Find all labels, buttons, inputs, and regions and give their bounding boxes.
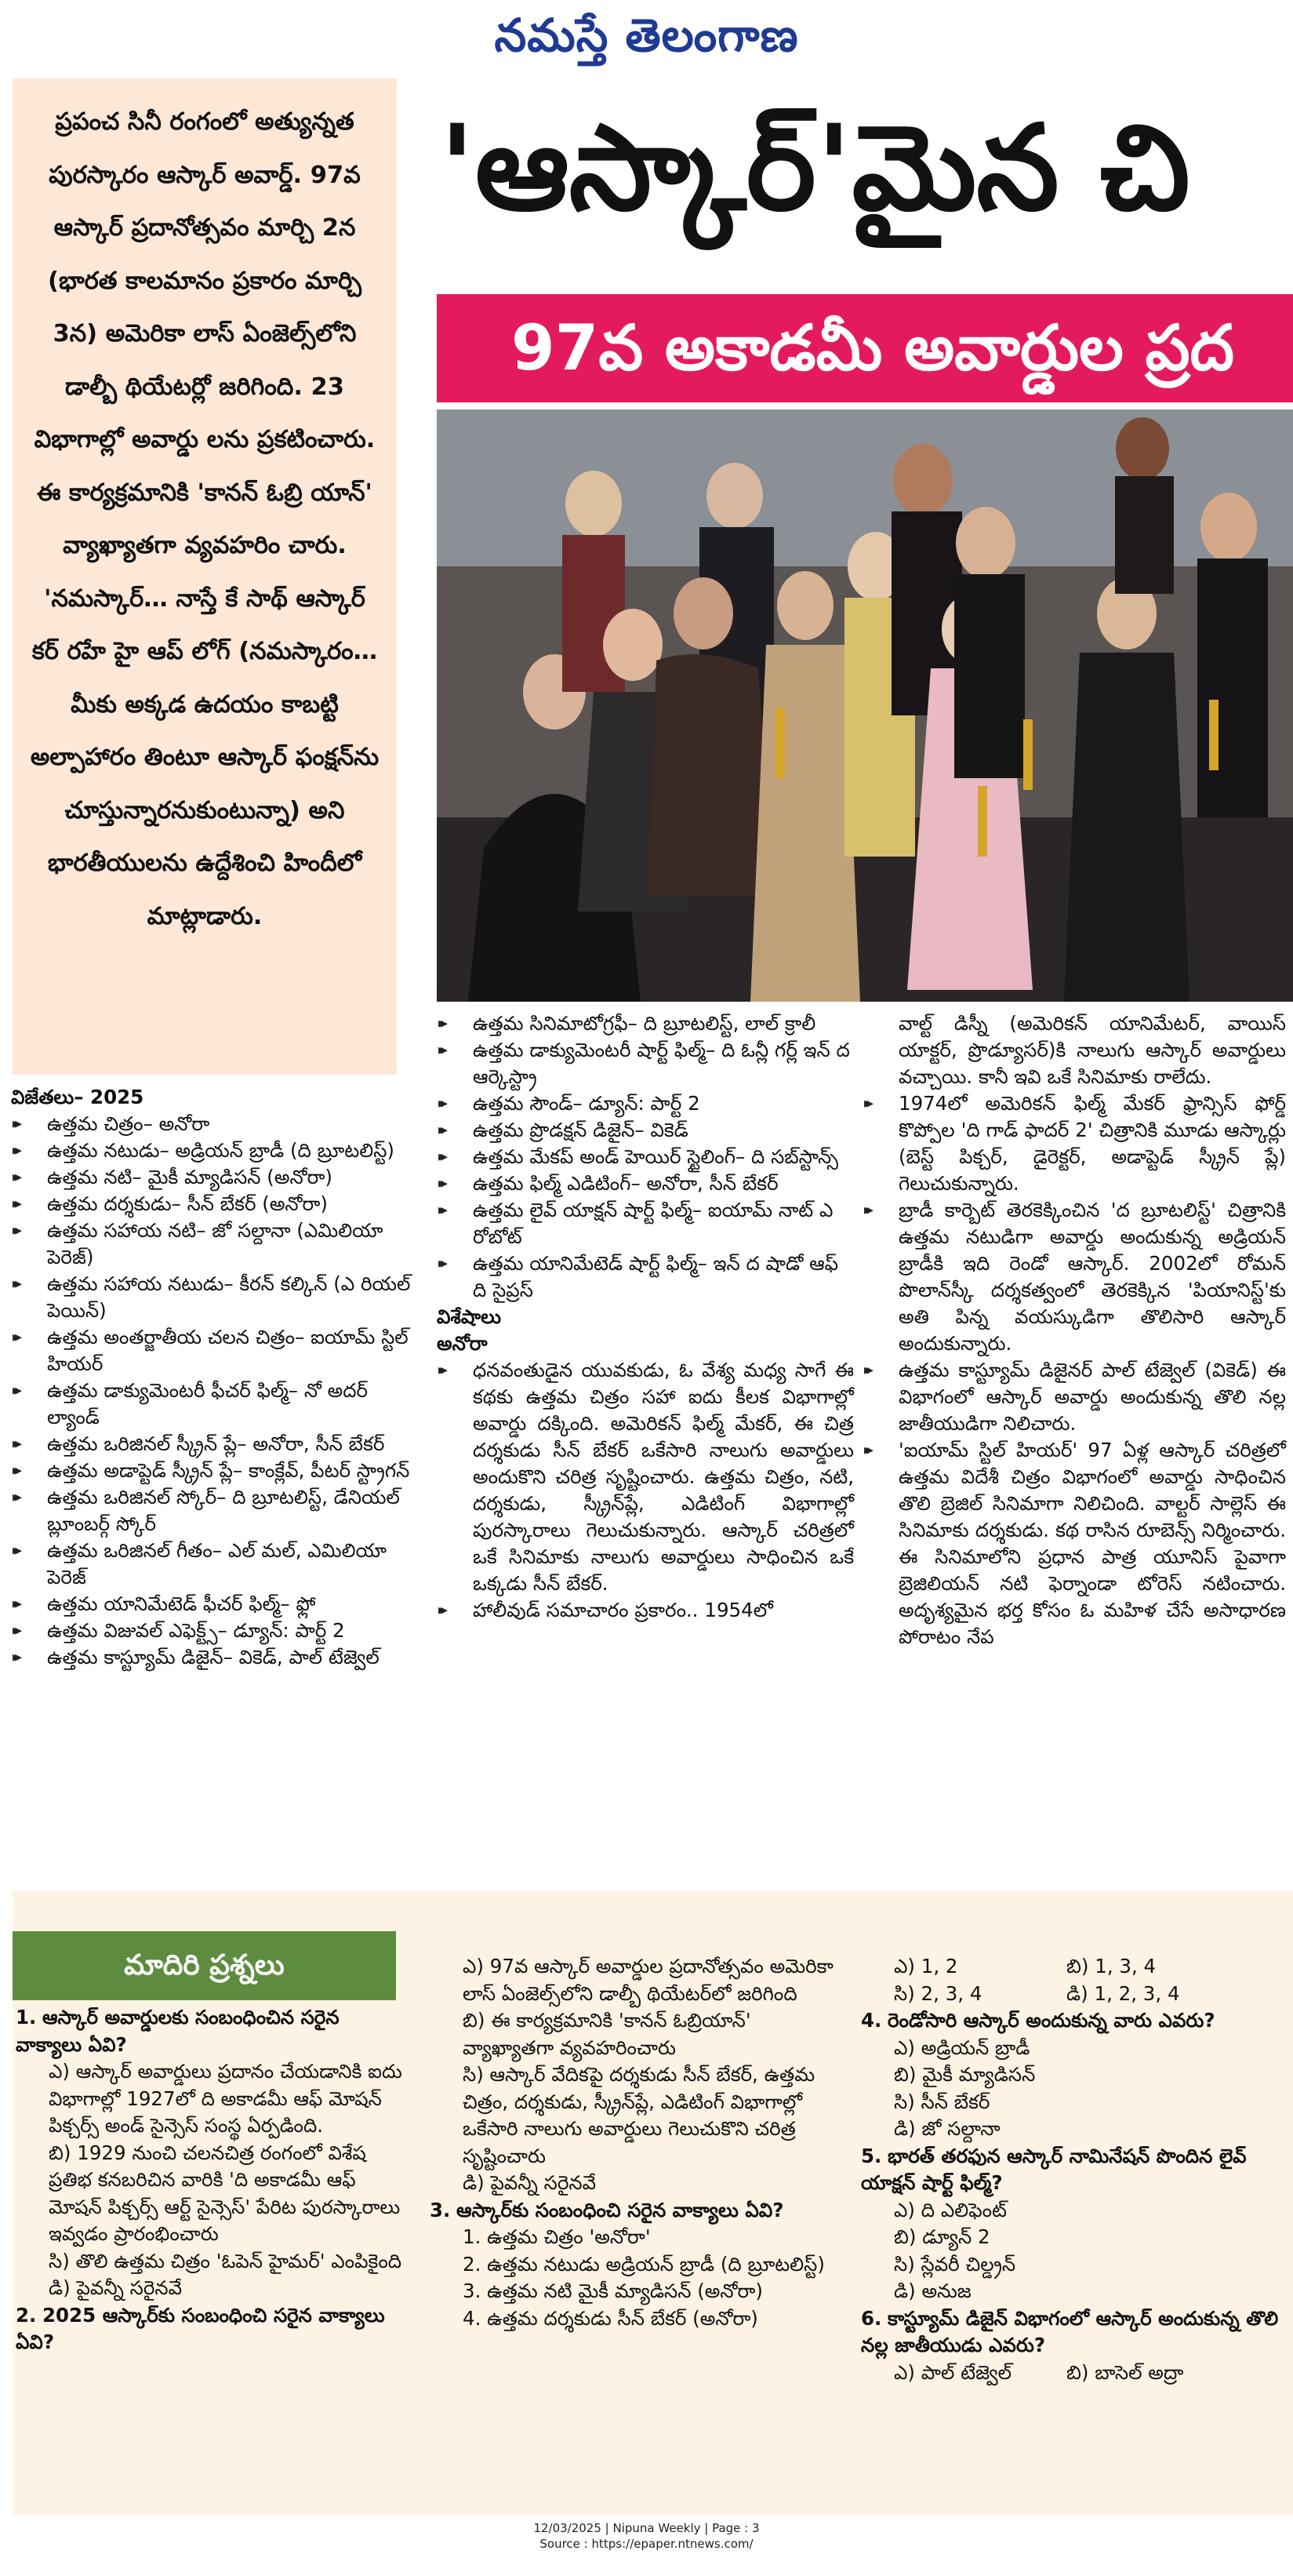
option: బి) 1929 నుంచి చలనచిత్ర రంగంలో విశేష ప్రతిభ కనబరిచిన వారికి 'ది అకాడమీ ఆఫ్ మోషన్ పిక్చర్స్ ఆర్ట్ సైన్సెస్' పేరిట పురస్కారాలు ఇవ్వడం ప్రారంభించారు — [49, 2141, 401, 2245]
answer-row — [861, 1953, 1284, 1981]
list-item: ▸▸ ఉత్తమ యానిమేటెడ్ ఫీచర్ ఫిల్మ్– ఫ్లో — [11, 1591, 423, 1617]
question-number: 4. — [861, 2009, 882, 2032]
list-item: ▸▸ ఉత్తమ అంతర్జాతీయ చలన చిత్రం– ఐయామ్ స్టిల్ హియర్ — [11, 1324, 423, 1377]
list-item: ▸▸ ఉత్తమ డాక్యుమెంటరీ షార్ట్ ఫిల్మ్– ది ఓన్లీ గర్ల్ ఇన్ ద ఆర్కెస్ట్రా — [437, 1037, 854, 1090]
quiz-column-1 — [16, 2004, 408, 2356]
winners-heading: విజేతలు– 2025 — [11, 1086, 144, 1108]
option: డి) పైవన్నీ సరైనవే — [463, 2171, 597, 2194]
question-number: 1. — [16, 2006, 37, 2028]
page-footer — [0, 2520, 1293, 2552]
option: ఎ) 97వ ఆస్కార్ అవార్డుల ప్రదానోత్సవం అమెరికా లాస్ ఏంజెల్స్‌లోని డాల్బీ థియేటర్‌లో జరిగింది — [463, 1955, 834, 2005]
option: డి) పైవన్నీ సరైనవే — [49, 2276, 183, 2299]
list-item: ▸▸ ఉత్తమ అడాప్టెడ్ స్క్రీన్ ప్లే– కాంక్లేవ్, పీటర్ స్ట్రాగన్ — [11, 1457, 423, 1484]
option: సి) సీన్ బేకర్ — [894, 2090, 990, 2113]
list-item: ▸▸ ఉత్తమ సహాయ నటుడు– కీరన్ కల్కిన్ (ఎ రియల్ పెయిన్) — [11, 1271, 423, 1324]
question-number: 3. — [430, 2198, 451, 2221]
trivia-lead: వాల్ట్ డిస్నీ (అమెరికన్ యానిమేటర్, వాయిస్ యాక్టర్, ప్రొడ్యూసర్)కి నాలుగు ఆస్కార్ అవార్డులు వచ్చాయి. కానీ ఇవి ఒకే సినిమాకు రాలేదు. — [899, 1012, 1286, 1088]
option: సి) స్లేవరీ చిల్డ్రన్ — [894, 2252, 1016, 2276]
option: ఎ) పాల్ టేజ్వెల్ — [894, 2360, 1012, 2384]
winners-column — [11, 1084, 423, 1671]
special-subheading: అనోరా — [437, 1332, 488, 1355]
option: సి) 2, 3, 4 — [894, 1981, 982, 2005]
list-item: ▸▸ 1974లో అమెరికన్ ఫిల్మ్ మేకర్ ఫ్రాన్సిస్ ఫోర్డ్ కొప్పోల 'ది గాడ్ ఫాదర్ 2' చిత్రానికి మూడు ఆస్కార్లు (బెస్ట్ పిక్చర్, డైరెక్టర్, అడాప్టెడ్ స్క్రీన్ ప్లే) గెలుచుకున్నారు. — [863, 1090, 1286, 1197]
awards-list — [437, 1010, 854, 1304]
option: ఎ) 1, 2 — [894, 1955, 958, 1977]
option: 2. ఉత్తమ నటుడు అడ్రియన్ బ్రాడీ (ది బ్రూటలిస్ట్) — [463, 2252, 825, 2276]
option: డి) అనుజ — [894, 2279, 972, 2302]
banner — [437, 294, 1293, 402]
quiz-title: మాదిరి ప్రశ్నలు — [13, 1931, 396, 2000]
option: బి) 1, 3, 4 — [1066, 1955, 1157, 1977]
option: బి) బాసెల్ అద్రా — [1066, 2360, 1184, 2384]
quiz-column-3 — [861, 1953, 1284, 2386]
option: బి) డ్యూన్ 2 — [894, 2225, 990, 2248]
option: సి) తొలి ఉత్తమ చిత్రం 'ఓపెన్ హైమర్' ఎంపికైంది — [49, 2249, 402, 2272]
list-item: ▸▸ ఉత్తమ ఒరిజినల్ స్క్రీన్ ప్లే– అనోరా, సీన్ బేకర్ — [11, 1431, 423, 1457]
option: ఎ) ఆస్కార్ అవార్డులు ప్రదానం చేయడానికి ఐదు విభాగాల్లో 1927లో ది అకాడమీ ఆఫ్ మోషన్ పిక్చర్స్ అండ్ సైన్సెస్ సంస్థ ఏర్పడింది. — [49, 2060, 402, 2137]
list-item: ▸▸ ఉత్తమ నటుడు– అడ్రియన్ బ్రాడీ (ది బ్రూటలిస్ట్) — [11, 1137, 423, 1164]
list-item: ▸▸ ఉత్తమ మేకప్ అండ్ హెయిర్ స్టైలింగ్– ది సబ్‌స్టాన్స్ — [437, 1144, 854, 1170]
question-text: రెండోసారి ఆస్కార్ అందుకున్న వారు ఎవరు? — [888, 2009, 1215, 2032]
quiz-column-2 — [430, 1953, 837, 2332]
option: 3. ఉత్తమ నటి మైకీ మ్యాడిసన్ (అనోరా) — [463, 2279, 763, 2302]
masthead — [0, 0, 1293, 71]
answer-row — [861, 1981, 1284, 2008]
question-text: భారత్ తరఫున ఆస్కార్ నామినేషన్ పొందిన లైవ్ యాక్షన్ షార్ట్ ఫిల్మ్? — [861, 2144, 1247, 2194]
option: ఎ) అడ్రియన్ బ్రాడీ — [894, 2036, 1030, 2059]
list-item: ▸▸ ఉత్తమ సహాయ నటి– జో సల్దానా (ఎమిలియా పెరెజ్) — [11, 1217, 423, 1271]
trivia-list — [863, 1090, 1286, 1650]
question-number: 2. — [16, 2303, 37, 2327]
newspaper-name: నమస్తే తెలంగాణ — [494, 9, 799, 62]
list-item: ▸▸ ఉత్తమ లైవ్ యాక్షన్ షార్ట్ ఫిల్మ్– ఐయామ్ నాట్ ఎ రోబోట్ — [437, 1197, 854, 1250]
question-number: 5. — [861, 2144, 882, 2167]
list-item: ▸▸ ఉత్తమ ప్రొడక్షన్ డిజైన్– వికెడ్ — [437, 1117, 854, 1144]
footer-edition: 12/03/2025 | Nipuna Weekly | Page : 3 — [533, 2521, 760, 2535]
option: బి) ఈ కార్యక్రమానికి 'కానన్ ఓబ్రియాన్' వ్యాఖ్యాతగా వ్యవహరించారు — [463, 2009, 751, 2059]
list-item: ▸▸ ఉత్తమ ఫిల్మ్ ఎడిటింగ్– అనోరా, సీన్ బేకర్ — [437, 1170, 854, 1197]
list-item: ▸▸ ఉత్తమ ఒరిజినల్ స్కోర్– ది బ్రూటలిస్ట్, డేనియల్ బ్లూంబర్గ్ స్కోర్ — [11, 1484, 423, 1537]
option: డి) జో సల్దానా — [894, 2117, 1001, 2140]
awards-column-2 — [437, 1010, 854, 1624]
banner-text: 97వ అకాడమీ అవార్డుల ప్రద — [511, 311, 1235, 384]
special-list — [437, 1357, 854, 1624]
option: 1. ఉత్తమ చిత్రం 'అనోరా' — [463, 2225, 651, 2248]
footer-source: Source : https://epaper.ntnews.com/ — [539, 2537, 754, 2551]
option: ఎ) ది ఎలిఫెంట్ — [894, 2198, 1007, 2221]
headline-text: 'ఆస్కార్'మైన చి — [439, 100, 1190, 237]
list-item: ▸▸ ధనవంతుడైన యువకుడు, ఓ వేశ్య మధ్య సాగే ఈ కథకు ఉత్తమ చిత్రం సహా ఐదు కీలక విభాగాల్లో అవార్డు దక్కింది. అమెరికన్ ఫిల్మ్ మేకర్, ఈ చిత్ర దర్శకుడు సీన్ బేకర్ ఒకేసారి నాలుగు అవార్డులు అందుకొని చరిత్ర సృష్టించారు. ఉత్తమ చిత్రం, నటి, దర్శకుడు, స్క్రీన్‌ప్లే, ఎడిటింగ్ విభాగాల్లో పురస్కారాలు గెలుచుకున్నారు. ఆస్కార్ చరిత్రలో ఒకే సినిమాకు నాలుగు అవార్డులు సాధించిన ఒకే ఒక్కడు సీన్ బేకర్. — [437, 1357, 854, 1597]
question-text: కాస్ట్యూమ్ డిజైన్ విభాగంలో ఆస్కార్ అందుకున్న తొలి నల్ల జాతీయుడు ఎవరు? — [861, 2306, 1279, 2356]
list-item: ▸▸ ఉత్తమ ఒరిజినల్ గీతం– ఎల్ మల్, ఎమిలియా పెరెజ్ — [11, 1537, 423, 1591]
winners-list — [11, 1111, 423, 1671]
special-heading: విశేషాలు — [437, 1305, 502, 1328]
list-item: ▸▸ ఉత్తమ నటి– మైకీ మ్యాడిసన్ (అనోరా) — [11, 1164, 423, 1191]
list-item: ▸▸ 'ఐయామ్ స్టిల్ హియర్' 97 ఏళ్ల ఆస్కార్ చరిత్రలో ఉత్తమ విదేశీ చిత్రం విభాగంలో అవార్డు సాధించిన తొలి బ్రెజిల్ సినిమాగా నిలిచింది. వాల్టర్ సాల్లెస్ ఈ సినిమాకు దర్శకుడు. కథ రాసిన రూబెన్స్ నిర్మించారు. ఈ సినిమాలోని ప్రధాన పాత్ర యూనిస్ పైవాగా బ్రెజిలియన్ నటి ఫెర్నాండా టోరెస్ నటించారు. అదృశ్యమైన భర్త కోసం ఓ మహిళ చేసే అసాధారణ పోరాటం నేప — [863, 1437, 1286, 1650]
answer-row — [861, 2360, 1284, 2387]
question-number: 6. — [861, 2306, 882, 2330]
list-item: ▸▸ ఉత్తమ కాస్ట్యూమ్ డిజైన్– వికెడ్, పాల్ టేజ్వెల్ — [11, 1644, 423, 1671]
question-text: ఆస్కార్ అవార్డులకు సంబంధించిన సరైన వాక్యాలు ఏవి? — [16, 2006, 340, 2056]
option: డి) 1, 2, 3, 4 — [1066, 1981, 1180, 2005]
list-item: ▸▸ ఉత్తమ చిత్రం– అనోరా — [11, 1111, 423, 1137]
list-item: ▸▸ ఉత్తమ కాస్ట్యూమ్ డిజైనర్ పాల్ టేజ్వెల్ (వికెడ్) ఈ విభాగంలో ఆస్కార్ అవార్డు అందుకున్న తొలి నల్ల జాతీయుడిగా నిలిచారు. — [863, 1357, 1286, 1437]
photo-illustration — [437, 409, 1293, 1002]
list-item: ▸▸ హాలీవుడ్ సమాచారం ప్రకారం.. 1954లో — [437, 1597, 854, 1624]
list-item: ▸▸ ఉత్తమ విజువల్ ఎఫెక్ట్స్– డ్యూన్: పార్ట్ 2 — [11, 1617, 423, 1644]
list-item: ▸▸ ఉత్తమ సినిమాటోగ్రఫీ– ది బ్రూటలిస్ట్, లాల్ క్రాలీ — [437, 1010, 854, 1037]
question-text: 2025 ఆస్కార్‌కు సంబంధించి సరైన వాక్యాలు ఏవి? — [16, 2303, 385, 2353]
question-text: ఆస్కార్‌కు సంబంధించి సరైన వాక్యాలు ఏవి? — [456, 2198, 784, 2221]
option: సి) ఆస్కార్ వేదికపై దర్శకుడు సీన్ బేకర్, ఉత్తమ చిత్రం, దర్శకుడు, స్క్రీన్‌ప్లే, ఎడిటింగ్ విభాగాల్లో ఒకేసారి నాలుగు అవార్డులు గెలుచుకొని చరిత్ర సృష్టించారు — [463, 2063, 815, 2167]
list-item: ▸▸ ఉత్తమ దర్శకుడు– సీన్ బేకర్ (అనోరా) — [11, 1191, 423, 1217]
option: 4. ఉత్తమ దర్శకుడు సీన్ బేకర్ (అనోరా) — [463, 2306, 758, 2330]
trivia-column — [863, 1010, 1286, 1650]
list-item: ▸▸ ఉత్తమ యానిమేటెడ్ షార్ట్ ఫిల్మ్– ఇన్ ద షాడో ఆఫ్ ది సైప్రస్ — [437, 1250, 854, 1304]
lead-box — [13, 78, 397, 1075]
award-winners-photo — [437, 409, 1293, 1002]
option: బి) మైకీ మ్యాడిసన్ — [894, 2063, 1036, 2086]
list-item: ▸▸ బ్రాడీ కార్బెట్ తెరకెక్కించిన 'ద బ్రూటలిస్ట్' చిత్రానికి ఉత్తమ నటుడిగా అవార్డు అందుకున్న అడ్రియన్ బ్రాడీకి ఇది రెండో ఆస్కార్. 2002లో రోమన్ పొలాన్‌స్కీ దర్శకత్వంలో తెరకెక్కిన 'పియానిస్ట్'కు అతి పిన్న వయస్కుడిగా తొలిసారి ఆస్కార్ అందుకున్నారు. — [863, 1197, 1286, 1357]
lead-paragraph: ప్రపంచ సినీ రంగంలో అత్యున్నత పురస్కారం ఆస్కార్ అవార్డ్. 97వ ఆస్కార్ ప్రదానోత్సవం మార్చి 2న (భారత కాలమానం ప్రకారం మార్చి 3న) అమెరికా లాస్ ఏంజెల్స్‌లోని డాల్బీ థియేటర్లో జరిగింది. 23 విభాగాల్లో అవార్డు లను ప్రకటించారు. ఈ కార్యక్రమానికి 'కానన్ ఓబ్రి యాన్' వ్యాఖ్యాతగా వ్యవహరిం చారు. 'నమస్కార్… నాస్తే కే సాథ్ ఆస్కార్ కర్ రహే హై ఆప్ లోగ్ (నమస్కారం… మీకు అక్కడ ఉదయం కాబట్టి అల్పాహారం తింటూ ఆస్కార్ ఫంక్షన్‌ను చూస్తున్నారనుకుంటున్నా) అని భారతీయులను ఉద్దేశించి హిందీలో మాట్లాడారు. — [30, 108, 380, 930]
headline — [439, 82, 1293, 255]
list-item: ▸▸ ఉత్తమ సౌండ్– డ్యూన్: పార్ట్ 2 — [437, 1090, 854, 1117]
list-item: ▸▸ ఉత్తమ డాక్యుమెంటరీ ఫీచర్ ఫిల్మ్– నో అదర్ ల్యాండ్ — [11, 1377, 423, 1431]
